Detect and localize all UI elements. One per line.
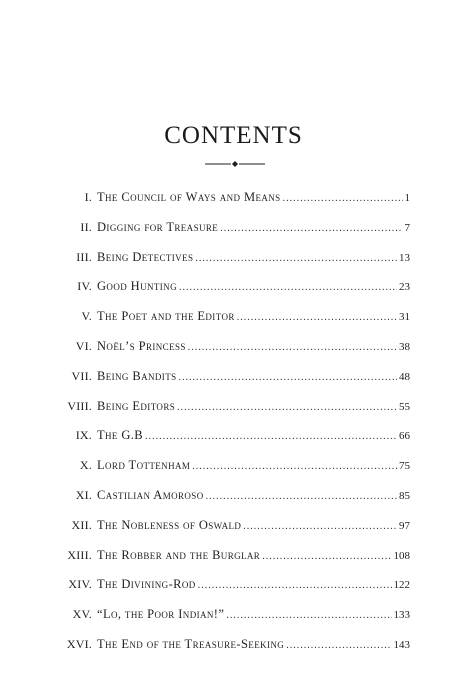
toc-entry-4[interactable] [0, 279, 467, 309]
chapter-title: The Robber and the Burglar [97, 547, 261, 562]
toc-entry-1[interactable] [0, 190, 467, 220]
chapter-title: Good Hunting [97, 279, 177, 294]
toc-entry-9[interactable] [0, 428, 467, 458]
chapter-number: XI. [75, 487, 92, 502]
toc-entry-8[interactable] [0, 399, 467, 429]
dot-leader [237, 312, 397, 323]
table-of-contents [0, 190, 467, 667]
dot-leader [226, 610, 391, 621]
toc-entry-15[interactable] [0, 607, 467, 637]
chapter-number: II. [80, 219, 92, 234]
page-number: 108 [393, 549, 410, 562]
page-number: 143 [393, 638, 410, 651]
dot-leader [286, 640, 391, 651]
dot-leader [195, 253, 397, 264]
chapter-title: The Poet and the Editor [97, 309, 235, 324]
chapter-number: XII. [71, 517, 92, 532]
page-number: 13 [399, 251, 410, 264]
page-number: 31 [399, 311, 410, 324]
page-number: 1 [404, 192, 410, 204]
page-number: 122 [393, 579, 410, 592]
chapter-number: XIII. [67, 547, 92, 562]
chapter-entry [97, 369, 410, 384]
chapter-entry [97, 399, 410, 414]
chapter-entry [97, 309, 410, 324]
toc-entry-5[interactable] [0, 309, 467, 339]
toc-entry-6[interactable] [0, 339, 467, 369]
page-number: 38 [399, 340, 410, 353]
toc-entry-12[interactable] [0, 518, 467, 548]
chapter-entry [97, 577, 410, 592]
toc-entry-16[interactable] [0, 637, 467, 667]
page-number: 48 [399, 370, 410, 383]
chapter-number: XVI. [66, 636, 92, 651]
page-number: 66 [399, 430, 410, 443]
dot-leader [262, 551, 391, 562]
toc-entry-7[interactable] [0, 369, 467, 399]
page-number: 55 [399, 400, 410, 413]
chapter-title: The G.B [97, 428, 144, 443]
chapter-entry [97, 637, 410, 652]
chapter-entry [97, 279, 410, 294]
dot-leader [198, 580, 392, 591]
chapter-number: XIV. [68, 577, 92, 592]
chapter-number: IX. [75, 428, 92, 443]
chapter-entry [97, 250, 410, 265]
dot-leader [220, 223, 402, 234]
chapter-number: III. [76, 249, 92, 264]
chapter-title: “Lo, the Poor Indian!” [97, 607, 225, 622]
chapter-title: Lord Tottenham [97, 458, 191, 473]
toc-entry-14[interactable] [0, 577, 467, 607]
chapter-number: I. [84, 190, 92, 204]
chapter-number: IV. [77, 279, 92, 294]
dot-leader [192, 461, 397, 472]
page-number: 75 [399, 460, 410, 473]
chapter-number: VII. [71, 368, 92, 383]
toc-entry-13[interactable] [0, 548, 467, 578]
page-title: CONTENTS [164, 122, 303, 149]
chapter-entry [97, 458, 410, 473]
chapter-entry [97, 548, 410, 563]
toc-entry-3[interactable] [0, 250, 467, 280]
dot-leader [206, 491, 397, 502]
chapter-number: X. [79, 458, 92, 473]
dot-leader [145, 431, 397, 442]
toc-entry-2[interactable] [0, 220, 467, 250]
chapter-title: The End of the Treasure-Seeking [97, 636, 285, 651]
dot-leader [283, 193, 403, 204]
chapter-title: Being Detectives [97, 249, 194, 264]
chapter-entry [97, 190, 410, 205]
chapter-entry [97, 339, 410, 354]
page-number: 7 [404, 221, 410, 234]
chapter-title: Being Bandits [97, 368, 177, 383]
toc-entry-11[interactable] [0, 488, 467, 518]
chapter-entry [97, 428, 410, 443]
chapter-number: VIII. [67, 398, 92, 413]
dot-leader [177, 402, 397, 413]
chapter-title: Digging for Treasure [97, 219, 219, 234]
chapter-entry [97, 518, 410, 533]
chapter-number: VI. [75, 338, 92, 353]
chapter-entry [97, 607, 410, 622]
dot-leader [179, 282, 397, 293]
chapter-number: XV. [72, 607, 92, 622]
chapter-title: The Divining-Rod [97, 577, 196, 592]
dot-leader [188, 342, 397, 353]
dot-leader [179, 372, 398, 383]
chapter-entry [97, 220, 410, 235]
chapter-title: Castilian Amoroso [97, 487, 204, 502]
page-number: 133 [393, 609, 410, 622]
dot-leader [243, 521, 397, 532]
chapter-title: The Council of Ways and Means [97, 190, 281, 204]
ornament-divider [205, 160, 265, 168]
page-number: 97 [399, 519, 410, 532]
chapter-number: V. [81, 309, 92, 324]
toc-entry-10[interactable] [0, 458, 467, 488]
chapter-title: Being Editors [97, 398, 176, 413]
chapter-title: Noël’s Princess [97, 338, 186, 353]
chapter-entry [97, 488, 410, 503]
chapter-title: The Nobleness of Oswald [97, 517, 242, 532]
page-number: 85 [399, 489, 410, 502]
page-number: 23 [399, 281, 410, 294]
